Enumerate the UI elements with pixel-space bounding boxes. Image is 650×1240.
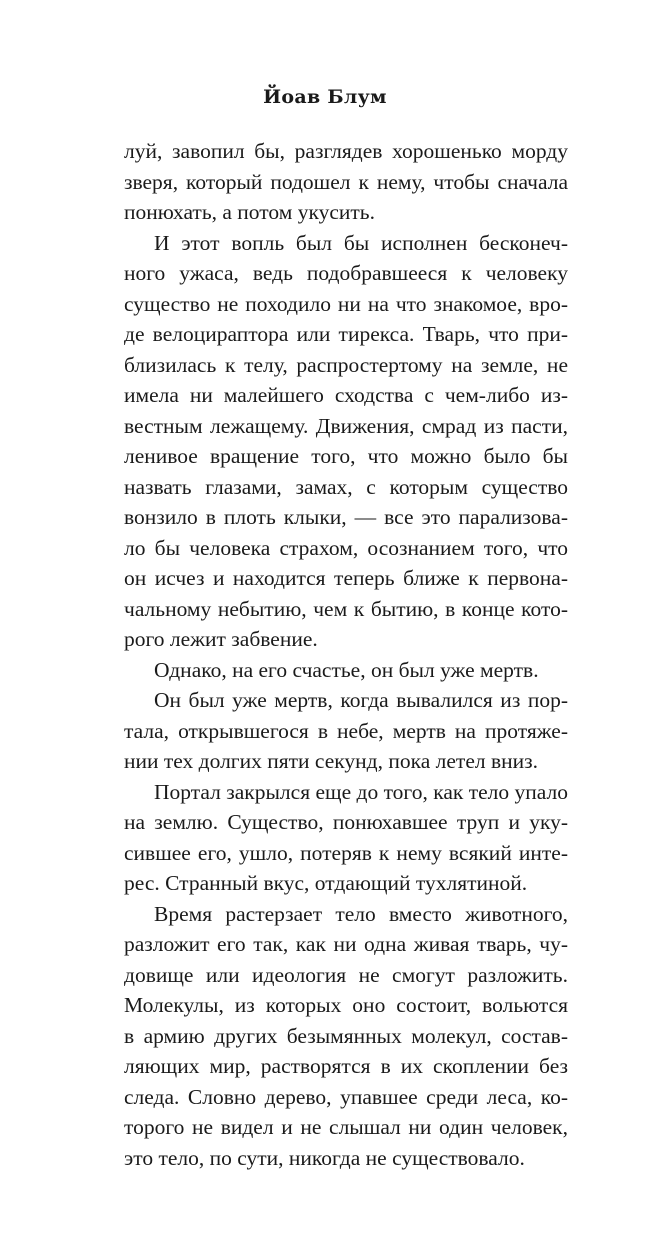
paragraph	[124, 899, 568, 1174]
running-head: Йоав Блум	[263, 86, 387, 108]
text-line: рого лежит забвение.	[124, 627, 318, 651]
text-line: Время растерзает тело вместо животного,	[154, 901, 568, 926]
text-line: торого не видел и не слышал ни один человек,	[124, 1115, 568, 1139]
text-line: зверя, который подошел к нему, чтобы сначала	[124, 169, 568, 194]
text-line: де велоцираптора или тирекса. Тварь, что при-	[124, 322, 568, 346]
text-line: Он был уже мертв, когда вывалился из пор-	[154, 688, 568, 712]
text-line: следа. Словно дерево, упавшее среди леса, ко-	[124, 1084, 568, 1109]
text-line: это тело, по сути, никогда не существовало.	[124, 1145, 525, 1170]
text-line: вонзило в плоть клыки, — все это парализова-	[124, 505, 568, 529]
text-line: имела ни малейшего сходства с чем-либо из-	[124, 383, 568, 407]
text-line: Молекулы, из которых оно состоит, вольются	[124, 993, 568, 1017]
text-line: И этот вопль был бы исполнен бесконеч-	[154, 230, 568, 255]
paragraph	[124, 655, 568, 686]
text-line: понюхать, а потом укусить.	[124, 200, 375, 224]
text-line: в армию других безымянных молекул, состав-	[124, 1023, 568, 1048]
text-line: на землю. Существо, понюхавшее труп и уку-	[124, 810, 568, 834]
text-line: разложит его так, как ни одна живая тварь, чу-	[124, 932, 568, 956]
text-line: чальному небытию, чем к бытию, в конце кото-	[124, 596, 568, 621]
text-line: близилась к телу, распростертому на земле, не	[124, 352, 568, 377]
text-line: рес. Странный вкус, отдающий тухлятиной.	[124, 871, 528, 895]
text-line: Однако, на его счастье, он был уже мертв.	[154, 657, 539, 682]
body-text	[124, 136, 568, 1173]
text-line: назвать глазами, замах, с которым существо	[124, 474, 568, 499]
text-line: существо не походило ни на что знакомое, вро-	[124, 291, 568, 316]
text-line: нии тех долгих пяти секунд, пока летел вниз.	[124, 749, 539, 773]
text-line: Портал закрылся еще до того, как тело упало	[154, 779, 568, 804]
text-line: ного ужаса, ведь подобравшееся к человеку	[124, 261, 568, 285]
text-line: довище или идеология не смогут разложить.	[124, 962, 568, 987]
text-line: сившее его, ушло, потеряв к нему всякий инте-	[124, 840, 568, 865]
text-line: он исчез и находится теперь ближе к первона-	[124, 566, 568, 590]
text-line: вестным лежащему. Движения, смрад из пасти,	[124, 413, 568, 438]
text-line: ляющих мир, растворятся в их скоплении без	[124, 1054, 568, 1078]
paragraph	[124, 228, 568, 655]
paragraph	[124, 685, 568, 777]
paragraph	[124, 136, 568, 228]
paragraph	[124, 777, 568, 899]
text-line: тала, открывшегося в небе, мертв на протяже-	[124, 718, 568, 743]
text-line: ленивое вращение того, что можно было бы	[124, 444, 568, 468]
text-line: луй, завопил бы, разглядев хорошенько морду	[124, 139, 568, 163]
text-line: ло бы человека страхом, осознанием того, что	[124, 535, 568, 560]
